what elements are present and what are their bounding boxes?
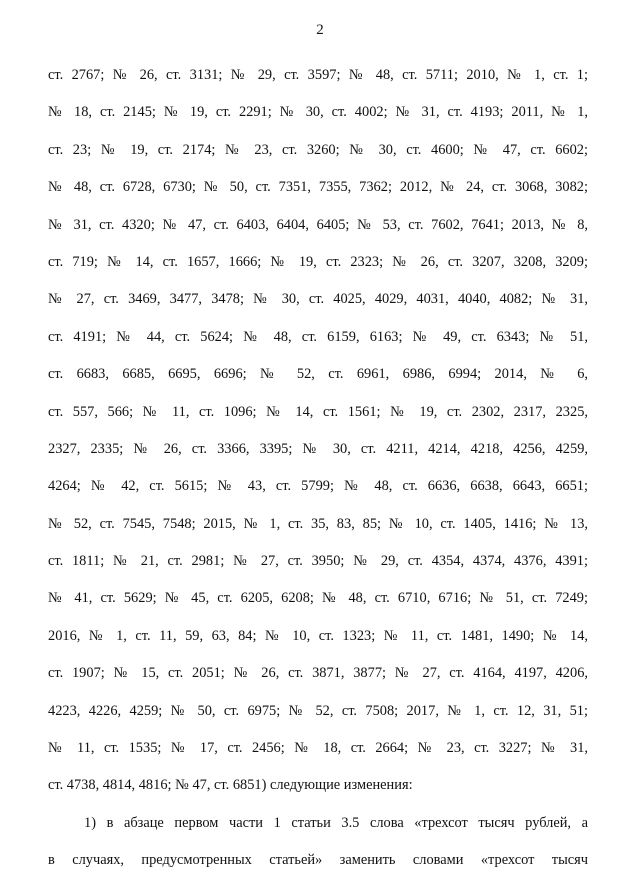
document-body <box>48 64 588 887</box>
text-line: № 41, ст. 5629; № 45, ст. 6205, 6208; № 48, ст. 6710, 6716; № 51, ст. 7249; <box>48 590 588 607</box>
page-number: 2 <box>316 22 324 38</box>
text-line: № 18, ст. 2145; № 19, ст. 2291; № 30, ст. 4002; № 31, ст. 4193; 2011, № 1, <box>48 104 588 121</box>
text-line: ст. 2767; № 26, ст. 3131; № 29, ст. 3597; № 48, ст. 5711; 2010, № 1, ст. 1; <box>48 67 588 83</box>
text-line: 2016, № 1, ст. 11, 59, 63, 84; № 10, ст. 1323; № 11, ст. 1481, 1490; № 14, <box>48 627 588 644</box>
text-line: № 31, ст. 4320; № 47, ст. 6403, 6404, 6405; № 53, ст. 7602, 7641; 2013, № 8, <box>48 216 588 233</box>
text-line: 1) в абзаце первом части 1 статьи 3.5 слова «трехсот тысяч рублей, а <box>84 814 588 831</box>
text-line: ст. 6683, 6685, 6695, 6696; № 52, ст. 6961, 6986, 6994; 2014, № 6, <box>48 366 588 383</box>
text-line: 4223, 4226, 4259; № 50, ст. 6975; № 52, ст. 7508; 2017, № 1, ст. 12, 31, 51; <box>48 702 588 719</box>
text-line: 4264; № 42, ст. 5615; № 43, ст. 5799; № 48, ст. 6636, 6638, 6643, 6651; <box>48 478 588 495</box>
text-line: ст. 23; № 19, ст. 2174; № 23, ст. 3260; № 30, ст. 4600; № 47, ст. 6602; <box>48 141 588 158</box>
text-line: № 48, ст. 6728, 6730; № 50, ст. 7351, 7355, 7362; 2012, № 24, ст. 3068, 3082; <box>48 179 588 196</box>
text-line: № 52, ст. 7545, 7548; 2015, № 1, ст. 35, 83, 85; № 10, ст. 1405, 1416; № 13, <box>48 515 588 532</box>
text-line: в случаях, предусмотренных статьей» заменить словами «трехсот тысяч <box>48 852 588 869</box>
text-line: ст. 4738, 4814, 4816; № 47, ст. 6851) следующие изменения: <box>48 777 413 794</box>
text-line: ст. 1907; № 15, ст. 2051; № 26, ст. 3871, 3877; № 27, ст. 4164, 4197, 4206, <box>48 665 588 682</box>
text-line: ст. 1811; № 21, ст. 2981; № 27, ст. 3950; № 29, ст. 4354, 4374, 4376, 4391; <box>48 553 588 570</box>
text-line: ст. 719; № 14, ст. 1657, 1666; № 19, ст. 2323; № 26, ст. 3207, 3208, 3209; <box>48 253 588 270</box>
text-line: № 27, ст. 3469, 3477, 3478; № 30, ст. 4025, 4029, 4031, 4040, 4082; № 31, <box>48 291 588 308</box>
text-line: 2327, 2335; № 26, ст. 3366, 3395; № 30, ст. 4211, 4214, 4218, 4256, 4259, <box>48 440 588 457</box>
text-line: ст. 557, 566; № 11, ст. 1096; № 14, ст. 1561; № 19, ст. 2302, 2317, 2325, <box>48 403 588 420</box>
text-line: № 11, ст. 1535; № 17, ст. 2456; № 18, ст. 2664; № 23, ст. 3227; № 31, <box>48 740 588 757</box>
text-line: ст. 4191; № 44, ст. 5624; № 48, ст. 6159, 6163; № 49, ст. 6343; № 51, <box>48 328 588 345</box>
